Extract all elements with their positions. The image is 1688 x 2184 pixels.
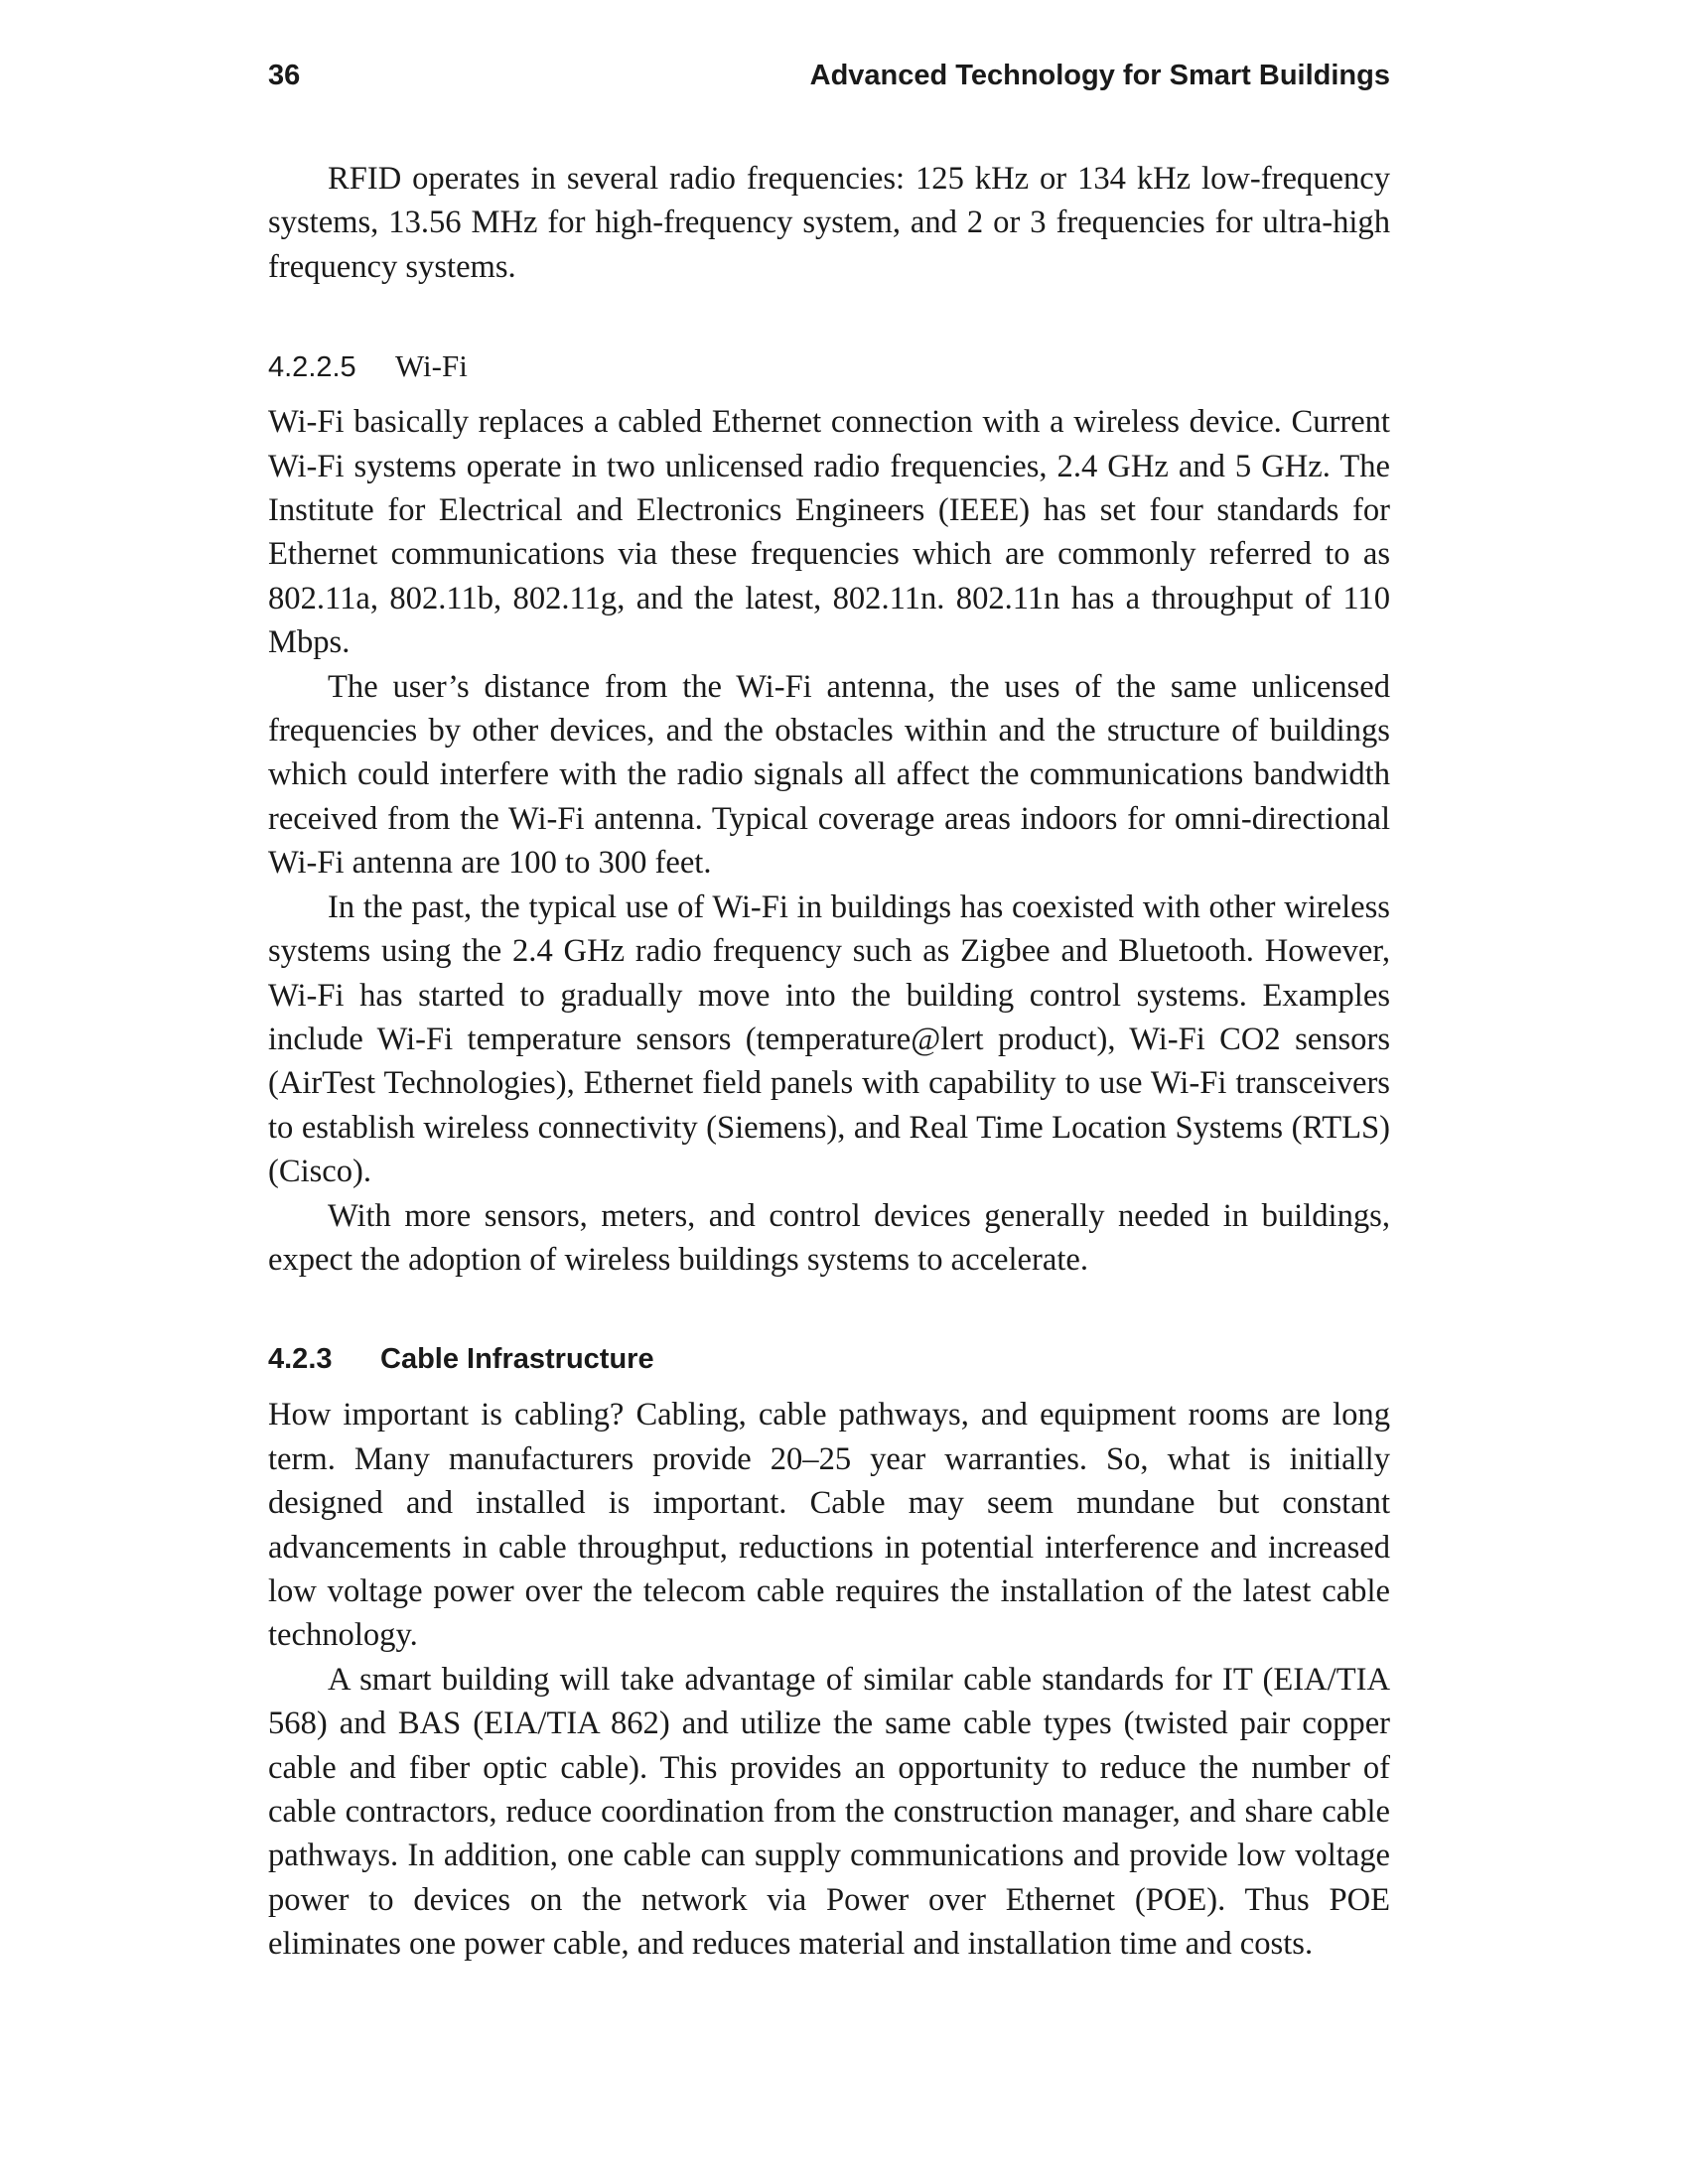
section-heading-wifi [268,346,1390,386]
book-title: Advanced Technology for Smart Buildings [809,60,1390,91]
running-head [268,60,1390,107]
section-number: 4.2.2.5 [268,351,356,384]
wifi-paragraph-4: With more sensors, meters, and control devices generally needed in buildings, expect the adoption of wireless buildings systems to accelerate. [268,1197,1390,1278]
wifi-paragraph-2: The user’s distance from the Wi-Fi antenna, the uses of the same unlicensed frequencies by other devices, and the obstacles within and the structure of buildings which could interfere with the radio signals all affect the communications bandwidth received from the Wi-Fi antenna. Typical coverage areas indoors for omni-directional Wi-Fi antenna are 100 to 300 feet. [268,668,1390,882]
section-number: 4.2.3 [268,1343,333,1376]
page-number: 36 [268,60,301,91]
intro-paragraph: RFID operates in several radio frequencies: 125 kHz or 134 kHz low-frequency systems, 13.56 MHz for high-frequency system, and 2 or 3 frequencies for ultra-high frequency systems. [268,161,1390,285]
book-page [268,60,1390,1967]
section-title: Wi-Fi [395,348,468,384]
section-title: Cable Infrastructure [380,1343,654,1376]
cable-paragraph-2: A smart building will take advantage of similar cable standards for IT (EIA/TIA 568) and BAS (EIA/TIA 862) and utilize the same cable types (twisted pair copper cable and fiber optic cable). This provides an opportunity to reduce the number of cable contractors, reduce coordination from the construction manager, and share cable pathways. In addition, one cable can supply communications and provide low voltage power to devices on the network via Power over Ethernet (POE). Thus POE eliminates one power cable, and reduces material and installation time and costs. [268,1661,1390,1963]
wifi-paragraph-3: In the past, the typical use of Wi-Fi in buildings has coexisted with other wireless systems using the 2.4 GHz radio frequency such as Zigbee and Bluetooth. However, Wi-Fi has started to gradually move into the building control systems. Examples include Wi-Fi temperature sensors (temperature@lert product), Wi-Fi CO2 sensors (AirTest Technologies), Ethernet field panels with capability to use Wi-Fi transceivers to establish wireless connectivity (Siemens), and Real Time Location Systems (RTLS) (Cisco). [268,888,1390,1190]
section-heading-cable [268,1339,1390,1379]
cable-paragraph-1: How important is cabling? Cabling, cable pathways, and equipment rooms are long term. Many manufacturers provide 20–25 year warranties. So, what is initially designed and installed is important. Cable may seem mundane but constant advancements in cable throughput, reductions in potential interference and increased low voltage power over the telecom cable requires the installation of the latest cable technology. [268,1397,1390,1654]
wifi-paragraph-1: Wi-Fi basically replaces a cabled Ethernet connection with a wireless device. Current Wi-Fi systems operate in two unlicensed radio frequencies, 2.4 GHz and 5 GHz. The Institute for Electrical and Electronics Engineers (IEEE) has set four standards for Ethernet communications via these frequencies which are commonly referred to as 802.11a, 802.11b, 802.11g, and the latest, 802.11n. 802.11n has a throughput of 110 Mbps. [268,404,1390,661]
